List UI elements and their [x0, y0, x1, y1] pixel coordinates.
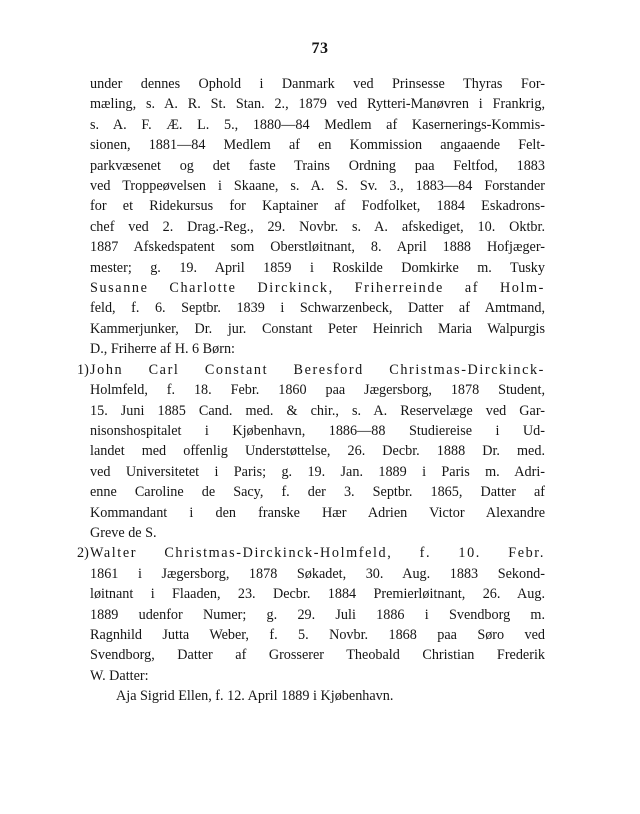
text-line: ved Troppeøvelsen i Skaane, s. A. S. Sv. 3., 1883—84 Forstander: [90, 178, 545, 195]
text-line: chef ved 2. Drag.-Reg., 29. Novbr. s. A. afskediget, 10. Oktbr.: [90, 218, 545, 235]
entry-number: 2): [77, 545, 89, 562]
text-line: Susanne Charlotte Dirckinck, Friherreinde af Holm-: [90, 280, 545, 297]
text-line: feld, f. 6. Septbr. 1839 i Schwarzenbeck, Datter af Amtmand,: [90, 300, 545, 317]
text-line: Holmfeld, f. 18. Febr. 1860 paa Jægersborg, 1878 Student,: [90, 382, 545, 399]
text-line: 15. Juni 1885 Cand. med. & chir., s. A. Reservelæge ved Gar-: [90, 402, 545, 419]
text-line: 1889 udenfor Numer; g. 29. Juli 1886 i Svendborg m.: [90, 606, 545, 623]
text-line: nisonshospitalet i Kjøbenhavn, 1886—88 Studiereise i Ud-: [90, 422, 545, 439]
text-line: løitnant i Flaaden, 23. Decbr. 1884 Premierløitnant, 26. Aug.: [90, 586, 545, 603]
text-line: John Carl Constant Beresford Christmas-Dirckinck-: [90, 361, 545, 378]
text-line: D., Friherre af H. 6 Børn:: [90, 341, 235, 358]
child-entry: [77, 543, 545, 706]
text-line: Kammerjunker, Dr. jur. Constant Peter Heinrich Maria Walpurgis: [90, 320, 545, 337]
text-line: Walter Christmas-Dirckinck-Holmfeld, f. 10. Febr.: [90, 545, 545, 562]
entry-number: 1): [77, 361, 89, 378]
text-line: mester; g. 19. April 1859 i Roskilde Domkirke m. Tusky: [90, 259, 545, 276]
text-line: sionen, 1881—84 Medlem af en Kommission angaaende Felt-: [90, 137, 545, 154]
page-number: 73: [311, 40, 329, 57]
children-list: [77, 360, 545, 707]
text-line: parkvæsenet og det faste Trains Ordning paa Feltfod, 1883: [90, 157, 545, 174]
daughter-line: Aja Sigrid Ellen, f. 12. April 1889 i Kjøbenhavn.: [116, 688, 394, 705]
text-line: under dennes Ophold i Danmark ved Prinsesse Thyras For-: [90, 76, 545, 92]
text-line: Kommandant i den franske Hær Adrien Victor Alexandre: [90, 504, 545, 521]
text-line: mæling, s. A. R. St. Stan. 2., 1879 ved Rytteri-Manøvren i Frankrig,: [90, 96, 545, 113]
text-line: Svendborg, Datter af Grosserer Theobald Christian Frederik: [90, 647, 545, 664]
text-line: Greve de S.: [90, 524, 157, 541]
intro-paragraph: [90, 74, 545, 360]
text-line: s. A. F. Æ. L. 5., 1880—84 Medlem af Kasernerings-Kommis-: [90, 116, 545, 133]
text-line: Ragnhild Jutta Weber, f. 5. Novbr. 1868 paa Søro ved: [90, 626, 545, 643]
text-line: ved Universitetet i Paris; g. 19. Jan. 1889 i Paris m. Adri-: [90, 463, 545, 480]
text-line: for et Ridekursus for Kaptainer af Fodfolket, 1884 Eskadrons-: [90, 198, 545, 215]
text-line: 1861 i Jægersborg, 1878 Søkadet, 30. Aug. 1883 Sekond-: [90, 565, 545, 582]
text-line: enne Caroline de Sacy, f. der 3. Septbr. 1865, Datter af: [90, 484, 545, 501]
child-entry: [77, 360, 545, 544]
text-line: 1887 Afskedspatent som Oberstløitnant, 8. April 1888 Hofjæger-: [90, 239, 545, 256]
text-line: W. Datter:: [90, 667, 149, 684]
body-text: [77, 74, 545, 707]
text-line: landet med offenlig Understøttelse, 26. Decbr. 1888 Dr. med.: [90, 443, 545, 460]
